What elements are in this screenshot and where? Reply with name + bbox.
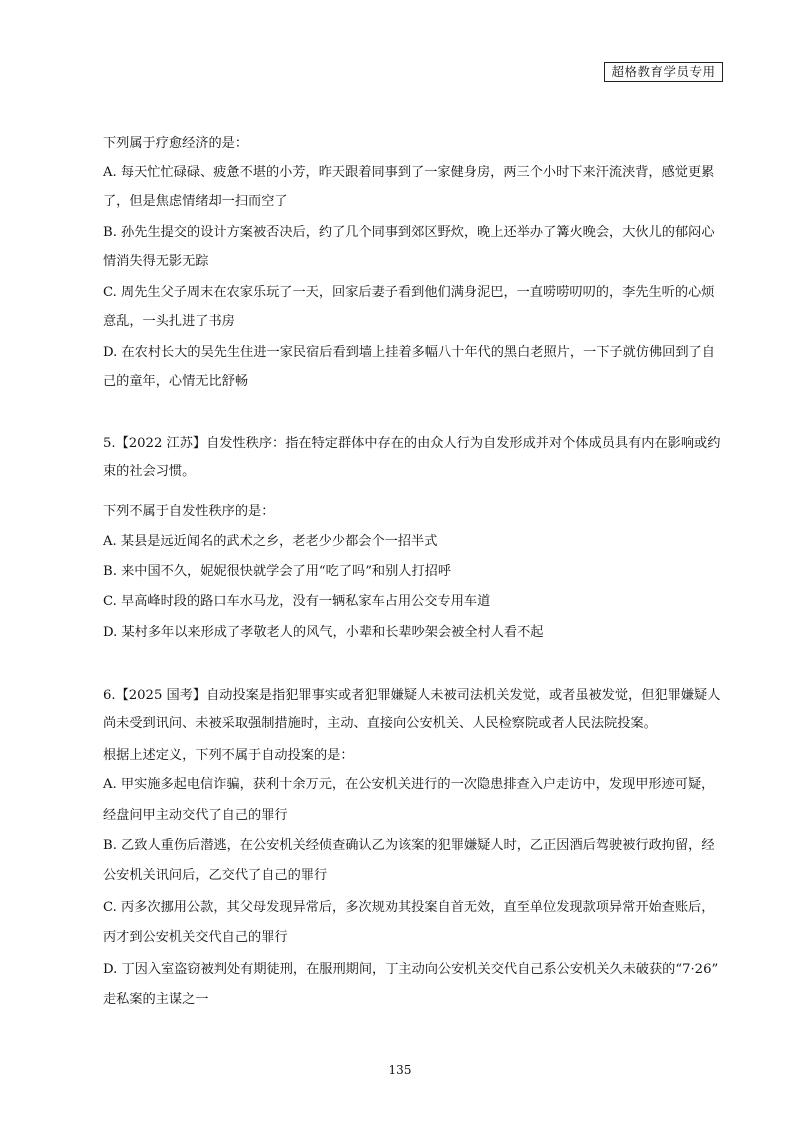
q5-stem-line2: 束的社会习惯。 — [103, 464, 196, 479]
q4-option-a-line1: A. 每天忙忙碌碌、疲惫不堪的小芳，昨天跟着同事到了一家健身房，两三个小时下来汗流浃背，感觉更累 — [103, 165, 715, 180]
q6-option-b-line2: 公安机关讯问后，乙交代了自己的罪行 — [103, 868, 328, 883]
q5-option-b: B. 来中国不久，妮妮很快就学会了用“吃了吗”和别人打招呼 — [103, 564, 452, 579]
q6-option-a-line2: 经盘问甲主动交代了自己的罪行 — [103, 808, 288, 823]
q6-option-d-line1: D. 丁因入室盗窃被判处有期徒刑，在服刑期间，丁主动向公安机关交代自己系公安机关久未破获的“7·26” — [103, 962, 719, 977]
q6-option-c-line1: C. 丙多次挪用公款，其父母发现异常后，多次规劝其投案自首无效，直至单位发现款项异常开始查账后， — [103, 900, 715, 915]
q5-option-a: A. 某县是远近闻名的武术之乡，老老少少都会个一招半式 — [103, 534, 438, 549]
q4-option-b-line1: B. 孙先生提交的设计方案被否决后，约了几个同事到郊区野炊，晚上还举办了篝火晚会，大伙儿的郁闷心 — [103, 225, 715, 240]
q6-option-d-line2: 走私案的主谋之一 — [103, 992, 209, 1007]
q4-option-d-line1: D. 在农村长大的吴先生住进一家民宿后看到墙上挂着多幅八十年代的黑白老照片，一下子就仿佛回到了自 — [103, 345, 715, 360]
q6-prompt: 根据上述定义，下列不属于自动投案的是： — [103, 748, 354, 763]
header-badge: 超格教育学员专用 — [604, 62, 723, 82]
q6-option-b-line1: B. 乙致人重伤后潜逃，在公安机关经侦查确认乙为该案的犯罪嫌疑人时，乙正因酒后驾驶被行政拘留，经 — [103, 838, 715, 853]
q4-option-b-line2: 情消失得无影无踪 — [103, 254, 209, 269]
q5-option-d: D. 某村多年以来形成了孝敬老人的风气，小辈和长辈吵架会被全村人看不起 — [103, 625, 544, 640]
q6-option-c-line2: 丙才到公安机关交代自己的罪行 — [103, 930, 288, 945]
q4-prompt: 下列属于疗愈经济的是： — [103, 136, 249, 151]
q5-stem-line1: 5.【2022 江苏】自发性秩序：指在特定群体中存在的由众人行为自发形成并对个体成员具有内在影响或约 — [103, 436, 721, 451]
q6-stem-line1: 6.【2025 国考】自动投案是指犯罪事实或者犯罪嫌疑人未被司法机关发觉，或者虽被发觉，但犯罪嫌疑人 — [103, 688, 721, 703]
q5-prompt: 下列不属于自发性秩序的是： — [103, 504, 275, 519]
q6-option-a-line1: A. 甲实施多起电信诈骗，获利十余万元，在公安机关进行的一次隐患排查入户走访中，发现甲形迹可疑， — [103, 777, 715, 792]
q6-stem-line2: 尚未受到讯问、未被采取强制措施时，主动、直接向公安机关、人民检察院或者人民法院投案。 — [103, 716, 657, 731]
q4-option-c-line1: C. 周先生父子周末在农家乐玩了一天，回家后妻子看到他们满身泥巴，一直唠唠叨叨的，李先生听的心烦 — [103, 285, 715, 300]
q4-option-a-line2: 了，但是焦虑情绪却一扫而空了 — [103, 194, 288, 209]
q4-option-d-line2: 己的童年，心情无比舒畅 — [103, 374, 249, 389]
q5-option-c: C. 早高峰时段的路口车水马龙，没有一辆私家车占用公交专用车道 — [103, 594, 491, 609]
q4-option-c-line2: 意乱，一头扎进了书房 — [103, 314, 235, 329]
page-number: 135 — [388, 1063, 412, 1077]
